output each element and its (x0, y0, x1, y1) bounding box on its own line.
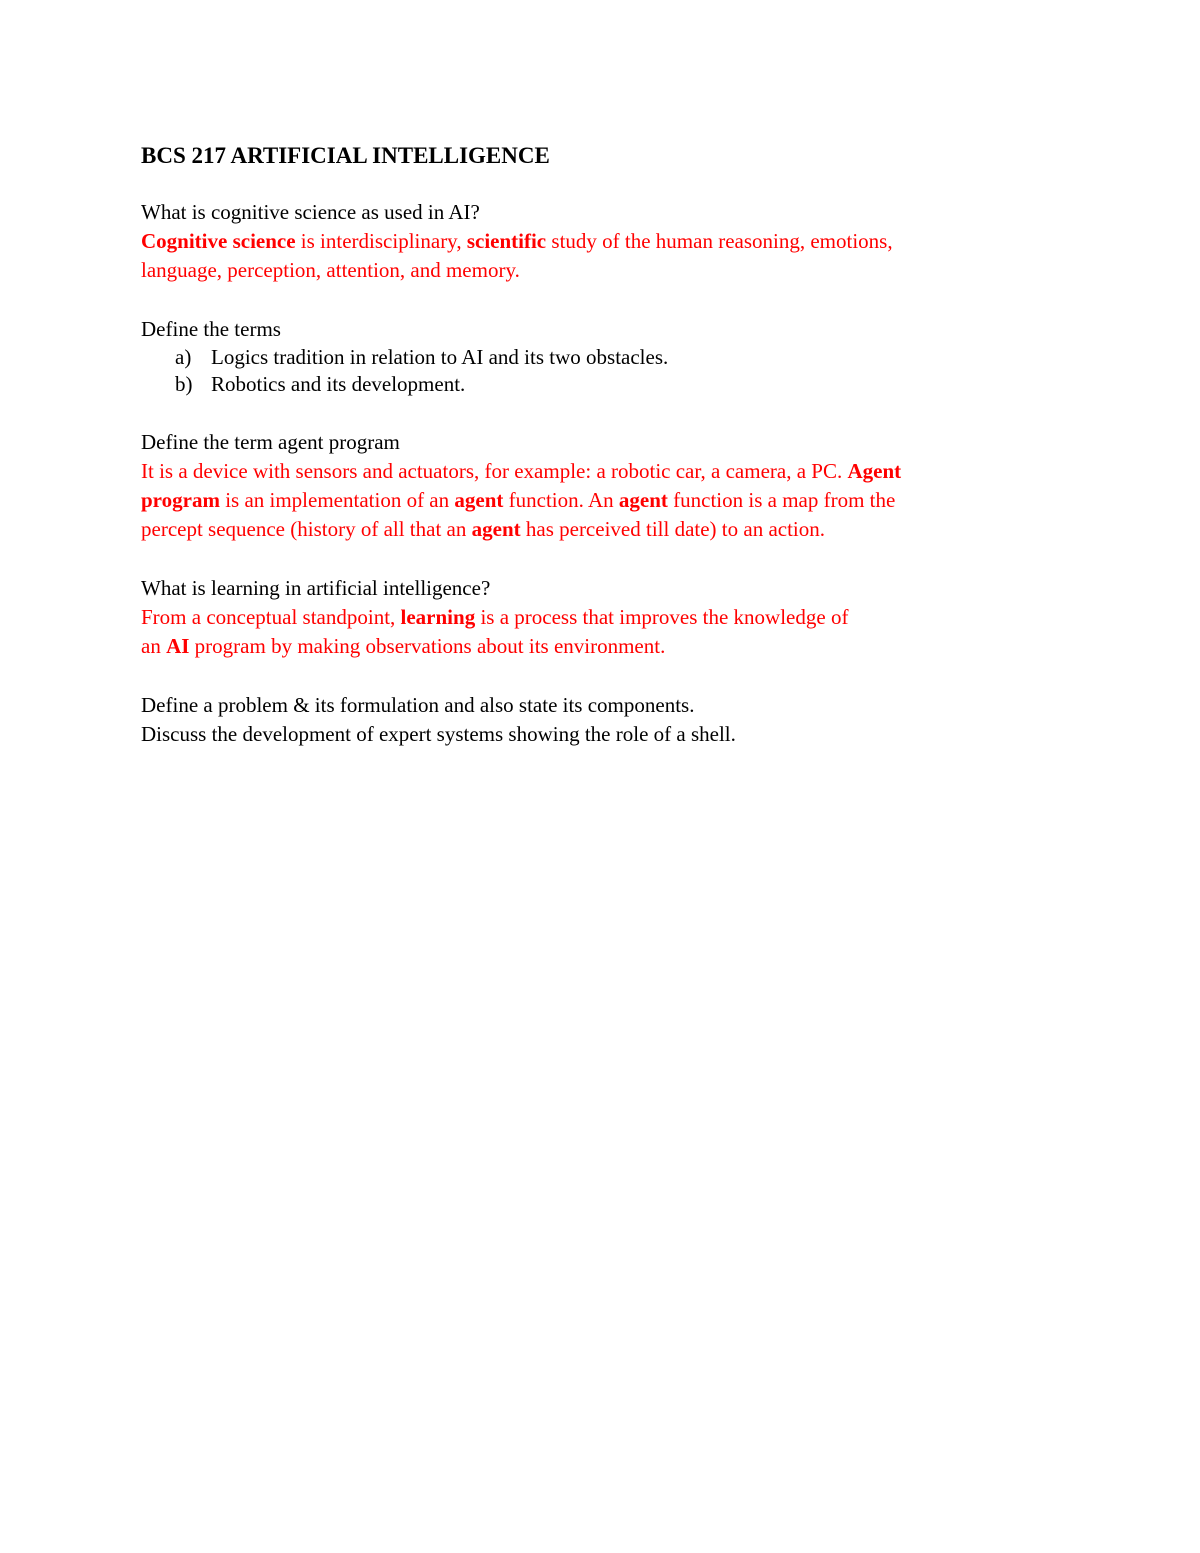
list-item (141, 371, 1041, 398)
list-item-text: Logics tradition in relation to AI and its two obstacles. (211, 345, 669, 369)
bold-term: agent (471, 517, 521, 541)
question-expert-systems: Discuss the development of expert systems showing the role of a shell. (141, 722, 736, 746)
document-title: BCS 217 ARTIFICIAL INTELLIGENCE (141, 143, 550, 168)
paragraph-gap (141, 398, 1041, 428)
answer-learning-line-1 (141, 603, 1041, 632)
text-run: an (141, 634, 167, 658)
list-item-text: Robotics and its development. (211, 372, 466, 396)
answer-agent-program-line-2 (141, 486, 1041, 515)
text-run: program by making observations about its environment. (189, 634, 666, 658)
text-run: is an implementation of an (219, 488, 455, 512)
question-define-terms: Define the terms (141, 317, 281, 341)
bold-term: AI (166, 634, 190, 658)
question-learning: What is learning in artificial intelligence? (141, 576, 491, 600)
list-item (141, 344, 1041, 371)
answer-agent-program-line-1 (141, 457, 1041, 486)
list-marker: b) (175, 372, 193, 396)
answer-learning-line-2 (141, 632, 1041, 661)
text-run: percept sequence (history of all that an (141, 517, 472, 541)
text-run: study of the human reasoning, emotions, (546, 229, 893, 253)
text-run: is a process that improves the knowledge of (475, 605, 849, 629)
list-marker: a) (175, 345, 192, 369)
text-run: function is a map from the (667, 488, 896, 512)
bold-term: agent (454, 488, 504, 512)
bold-term: scientific (466, 229, 547, 253)
question-agent-program: Define the term agent program (141, 430, 400, 454)
text-run: function. An (503, 488, 619, 512)
paragraph-gap (141, 285, 1041, 315)
text-run: It is a device with sensors and actuators, for example: a robotic car, a camera, a PC. (141, 459, 848, 483)
question-problem-formulation: Define a problem & its formulation and also state its components. (141, 693, 695, 717)
answer-cognitive-science-line-2: language, perception, attention, and memory. (141, 258, 520, 282)
bold-term: Agent (847, 459, 902, 483)
text-run: has perceived till date) to an action. (520, 517, 826, 541)
terms-list (141, 344, 1041, 398)
bold-term: program (141, 488, 220, 512)
bold-term: agent (618, 488, 668, 512)
answer-cognitive-science-line-1 (141, 227, 1041, 256)
text-run: From a conceptual standpoint, (141, 605, 401, 629)
paragraph-gap (141, 661, 1041, 691)
text-run: is interdisciplinary, (295, 229, 467, 253)
bold-term: Cognitive science (141, 229, 296, 253)
question-cognitive-science: What is cognitive science as used in AI? (141, 200, 480, 224)
answer-agent-program-line-3 (141, 515, 1041, 544)
paragraph-gap (141, 544, 1041, 574)
document-page (141, 140, 1041, 749)
bold-term: learning (400, 605, 476, 629)
